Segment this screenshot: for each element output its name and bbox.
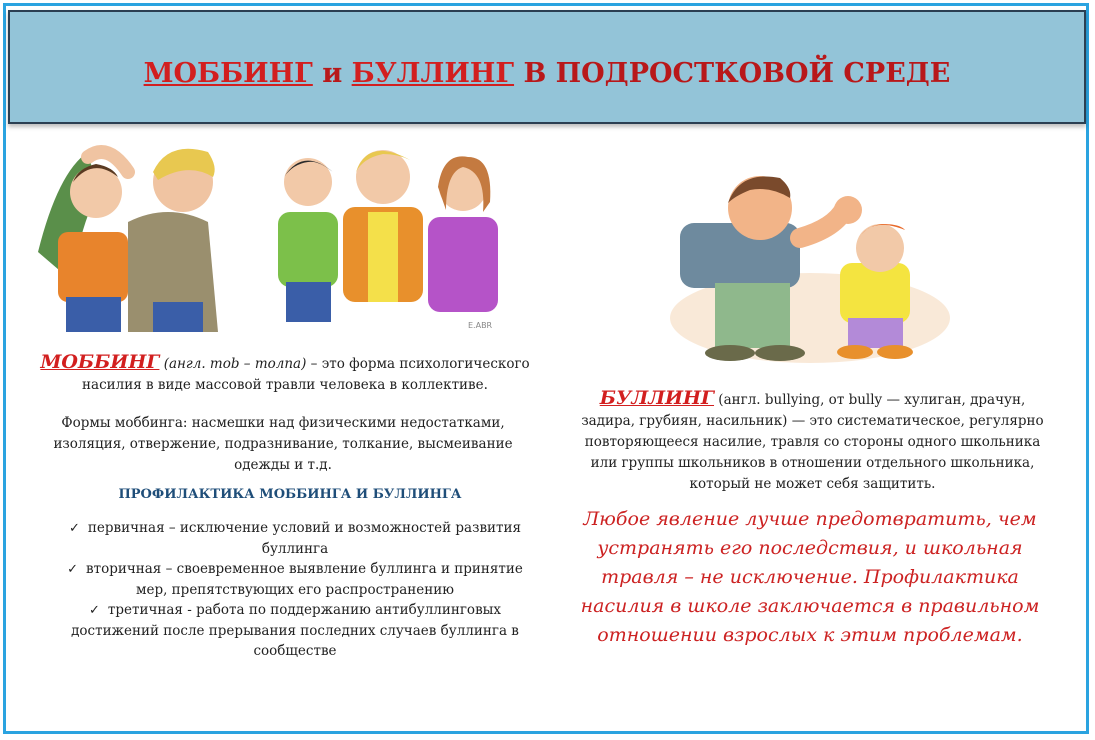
bystander-figure [278, 158, 338, 322]
title-conjunction: и [312, 58, 352, 89]
title-rest: В ПОДРОСТКОВОЙ СРЕДЕ [514, 58, 951, 89]
title-banner [8, 10, 1086, 124]
bystander-figure [428, 156, 498, 312]
bullying-term: БУЛЛИНГ [599, 387, 715, 409]
page-title [10, 58, 1084, 89]
checkmark-icon: ✓ [68, 521, 80, 536]
prevention-heading: ПРОФИЛАКТИКА МОББИНГА И БУЛЛИНГА [118, 487, 462, 502]
mobbing-illustration [18, 132, 506, 332]
mobbing-definition-text: – это форма психологического насилия в виде массовой травли человека в коллективе. [82, 356, 530, 393]
bystander-figure [343, 150, 423, 302]
illustration-signature: E.ABR [468, 321, 493, 330]
bullying-definition [575, 388, 1050, 495]
mobbing-definition [40, 352, 530, 396]
checkmark-icon: ✓ [67, 562, 78, 577]
mobbing-etymology: (англ. mob – толпа) [163, 356, 307, 372]
title-word-mobbing: МОББИНГ [143, 58, 313, 89]
list-item [60, 559, 530, 600]
mobbing-forms: Формы моббинга: насмешки над физическими недостатками, изоляция, отвержение, подразнивание, толкание, высмеивание одежды и т.д. [53, 415, 513, 473]
bullying-definition-text: (англ. bullying, от bully — хулиган, драчун, задира, грубиян, насильник) — это систематическое, регулярно повторяющееся насилие, травля со стороны одного школьника или группы школьников в отношении отдельного школьника, который не может себя защитить. [581, 392, 1044, 492]
mobbing-term: МОББИНГ [40, 351, 160, 373]
list-item-text: первичная – исключение условий и возможностей развития буллинга [87, 520, 522, 557]
victim-figure [38, 152, 128, 332]
checkmark-icon: ✓ [88, 603, 100, 618]
prevention-list [60, 518, 530, 661]
list-item-text: третичная - работа по поддержанию антибуллинговых достижений после прерывания последних случаев буллинга в сообществе [71, 602, 519, 659]
closing-quote: Любое явление лучше предотвратить, чем устранять его последствия, и школьная травля – не исключение. Профилактика насилия в школе заключается в правильном отношении взрослых к этим проблемам. [580, 508, 1040, 646]
list-item-text: вторичная – своевременное выявление буллинга и принятие мер, препятствующих его распространению [86, 561, 523, 598]
list-item [60, 600, 530, 661]
bullying-illustration [660, 168, 955, 363]
victim-figure [837, 224, 913, 359]
title-word-bullying: БУЛЛИНГ [351, 58, 515, 89]
list-item [60, 518, 530, 559]
